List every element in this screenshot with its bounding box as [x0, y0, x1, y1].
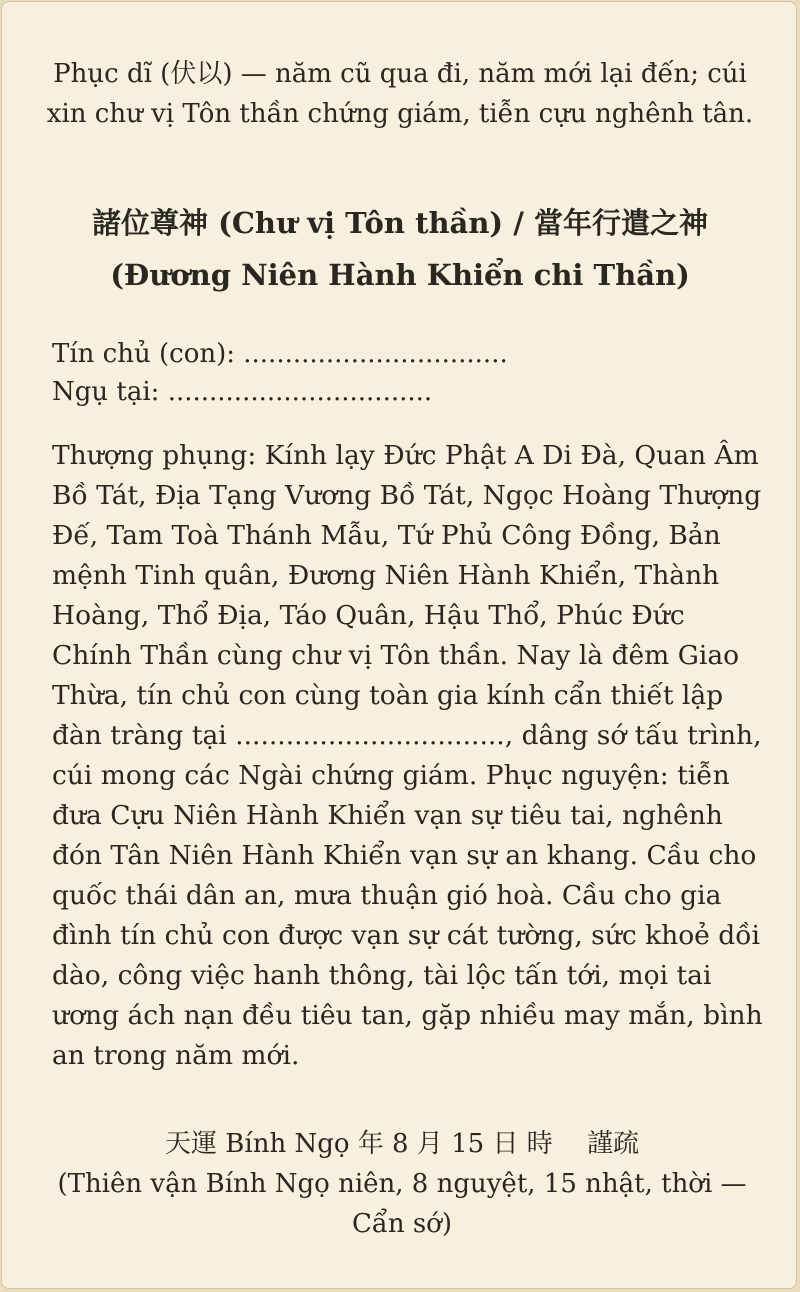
date-vietnamese-line: (Thiên vận Bính Ngọ niên, 8 nguyệt, 15 nhật, thời — Cẩn sớ)	[57, 1169, 747, 1239]
heading-chinese-title: 當年行遣之神	[533, 206, 708, 240]
date-signature	[42, 1124, 762, 1244]
date-chinese-line: 天運 Bính Ngọ 年 8 月 15 日 時 謹疏	[165, 1129, 639, 1159]
prayer-body: Thượng phụng: Kính lạy Đức Phật A Di Đà, Quan Âm Bồ Tát, Địa Tạng Vương Bồ Tát, Ngọc Hoàng Thượng Đế, Tam Toà Thánh Mẫu, Tứ Phủ Công Đồng, Bản mệnh Tinh quân, Đương Niên Hành Khiển, Thành Hoàng, Thổ Địa, Táo Quân, Hậu Thổ, Phúc Đức Chính Thần cùng chư vị Tôn thần. Nay là đêm Giao Thừa, tín chủ con cùng toàn gia kính cẩn thiết lập đàn tràng tại ................................, dâng sớ tấu trình, cúi mong các Ngài chứng giám. Phục nguyện: tiễn đưa Cựu Niên Hành Khiển vạn sự tiêu tai, nghênh đón Tân Niên Hành Khiển vạn sự an khang. Cầu cho quốc thái dân an, mưa thuận gió hoà. Cầu cho gia đình tín chủ con được vạn sự cát tường, sức khoẻ dồi dào, công việc hanh thông, tài lộc tấn tới, mọi tai ương ách nạn đều tiêu tan, gặp nhiều may mắn, bình an trong năm mới.	[52, 440, 763, 1071]
document-card	[1, 1, 797, 1289]
deity-heading	[42, 197, 758, 301]
intro-paragraph: Phục dĩ (伏以) — năm cũ qua đi, năm mới lại đến; cúi xin chư vị Tôn thần chứng giám, tiễn cựu nghênh tân.	[46, 59, 754, 129]
heading-line-2: (Đương Niên Hành Khiển chi Thần)	[110, 258, 690, 292]
devotee-fields	[52, 335, 762, 411]
ngu-tai-field: Ngụ tại: ................................	[52, 377, 433, 407]
heading-separator: /	[503, 206, 534, 240]
heading-line-1	[42, 197, 758, 249]
heading-chu-vi-ton-than: 諸位尊神 (Chư vị Tôn thần)	[92, 206, 504, 240]
tin-chu-field: Tín chủ (con): ................................	[52, 339, 508, 369]
